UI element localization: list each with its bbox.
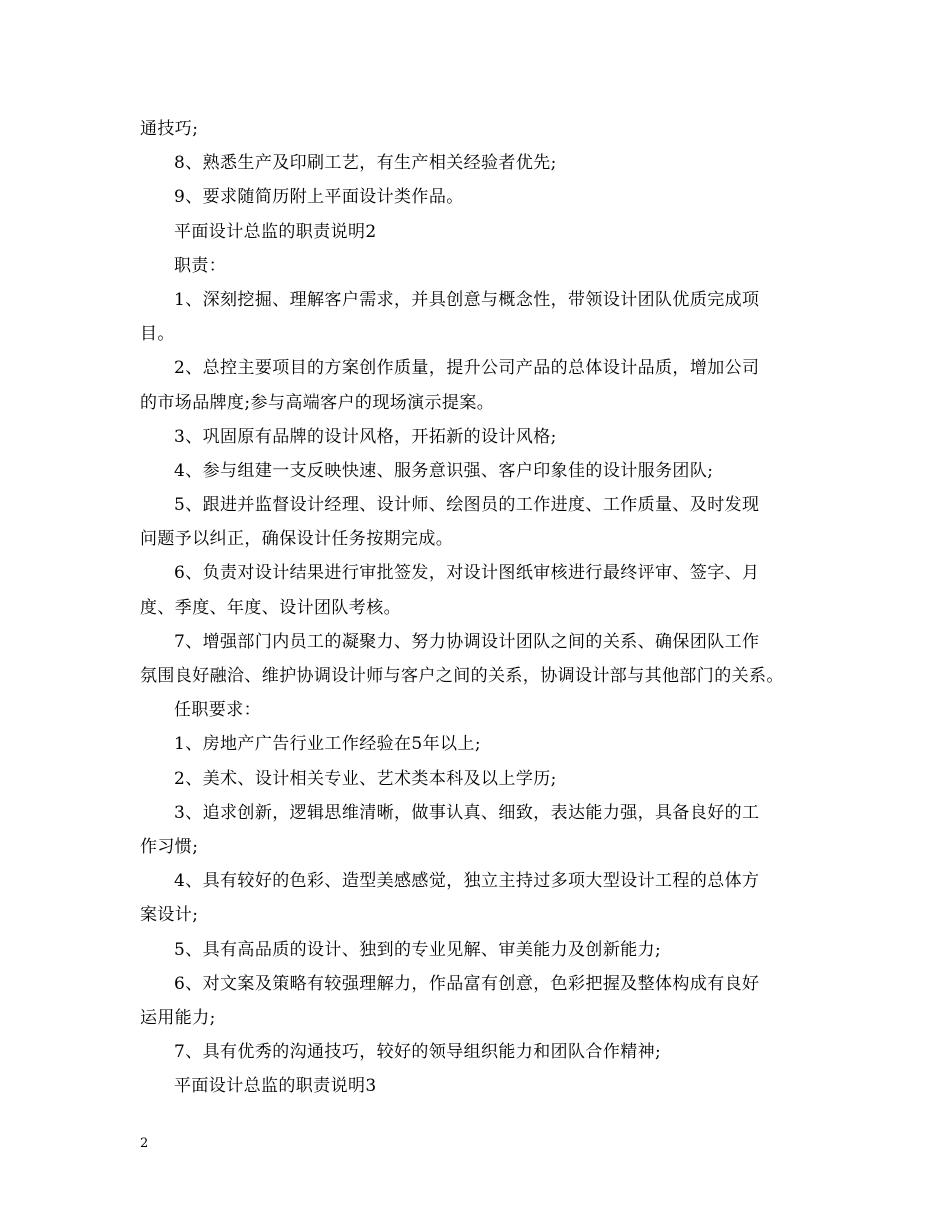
document-body bbox=[140, 112, 812, 1103]
text-line: 1、深刻挖掘、理解客户需求，并具创意与概念性，带领设计团队优质完成项 bbox=[174, 289, 760, 310]
text-line: 8、熟悉生产及印刷工艺，有生产相关经验者优先; bbox=[174, 153, 557, 174]
text-line: 4、参与组建一支反映快速、服务意识强、客户印象佳的设计服务团队; bbox=[174, 460, 714, 481]
text-line: 度、季度、年度、设计团队考核。 bbox=[140, 597, 401, 618]
text-line: 目。 bbox=[140, 324, 175, 345]
text-line: 通技巧; bbox=[140, 119, 199, 139]
text-line: 5、跟进并监督设计经理、设计师、绘图员的工作进度、工作质量、及时发现 bbox=[174, 495, 760, 516]
text-line: 平面设计总监的职责说明2 bbox=[174, 221, 377, 242]
text-line: 6、对文案及策略有较强理解力，作品富有创意，色彩把握及整体构成有良好 bbox=[174, 973, 760, 994]
text-line: 9、要求随简历附上平面设计类作品。 bbox=[174, 187, 464, 208]
text-line: 6、负责对设计结果进行审批签发，对设计图纸审核进行最终评审、签字、月 bbox=[174, 563, 760, 584]
text-line: 5、具有高品质的设计、独到的专业见解、审美能力及创新能力; bbox=[174, 939, 662, 960]
text-line: 7、具有优秀的沟通技巧，较好的领导组织能力和团队合作精神; bbox=[174, 1042, 662, 1063]
text-line: 2、美术、设计相关专业、艺术类本科及以上学历; bbox=[174, 768, 557, 789]
text-line: 职责： bbox=[174, 255, 227, 276]
text-line: 运用能力; bbox=[140, 1007, 216, 1028]
text-line: 作习惯; bbox=[140, 836, 199, 857]
text-line: 4、具有较好的色彩、造型美感感觉，独立主持过多项大型设计工程的总体方 bbox=[174, 871, 760, 892]
text-line: 2、总控主要项目的方案创作质量，提升公司产品的总体设计品质，增加公司 bbox=[174, 358, 760, 379]
text-line: 问题予以纠正，确保设计任务按期完成。 bbox=[140, 529, 454, 550]
text-line: 7、增强部门内员工的凝聚力、努力协调设计团队之间的关系、确保团队工作 bbox=[174, 631, 760, 652]
text-line: 的市场品牌度;参与高端客户的现场演示提案。 bbox=[140, 392, 495, 413]
text-line: 3、巩固原有品牌的设计风格，开拓新的设计风格; bbox=[174, 426, 557, 447]
text-line: 平面设计总监的职责说明3 bbox=[174, 1076, 377, 1097]
text-line: 3、追求创新，逻辑思维清晰，做事认真、细致，表达能力强，具备良好的工 bbox=[174, 802, 760, 823]
text-line: 任职要求： bbox=[174, 700, 261, 721]
text-line: 1、房地产广告行业工作经验在5年以上; bbox=[174, 734, 481, 755]
page-number: 2 bbox=[140, 1136, 149, 1151]
text-line: 案设计; bbox=[140, 905, 199, 926]
text-line: 氛围良好融洽、维护协调设计师与客户之间的关系，协调设计部与其他部门的关系。 bbox=[140, 666, 784, 686]
